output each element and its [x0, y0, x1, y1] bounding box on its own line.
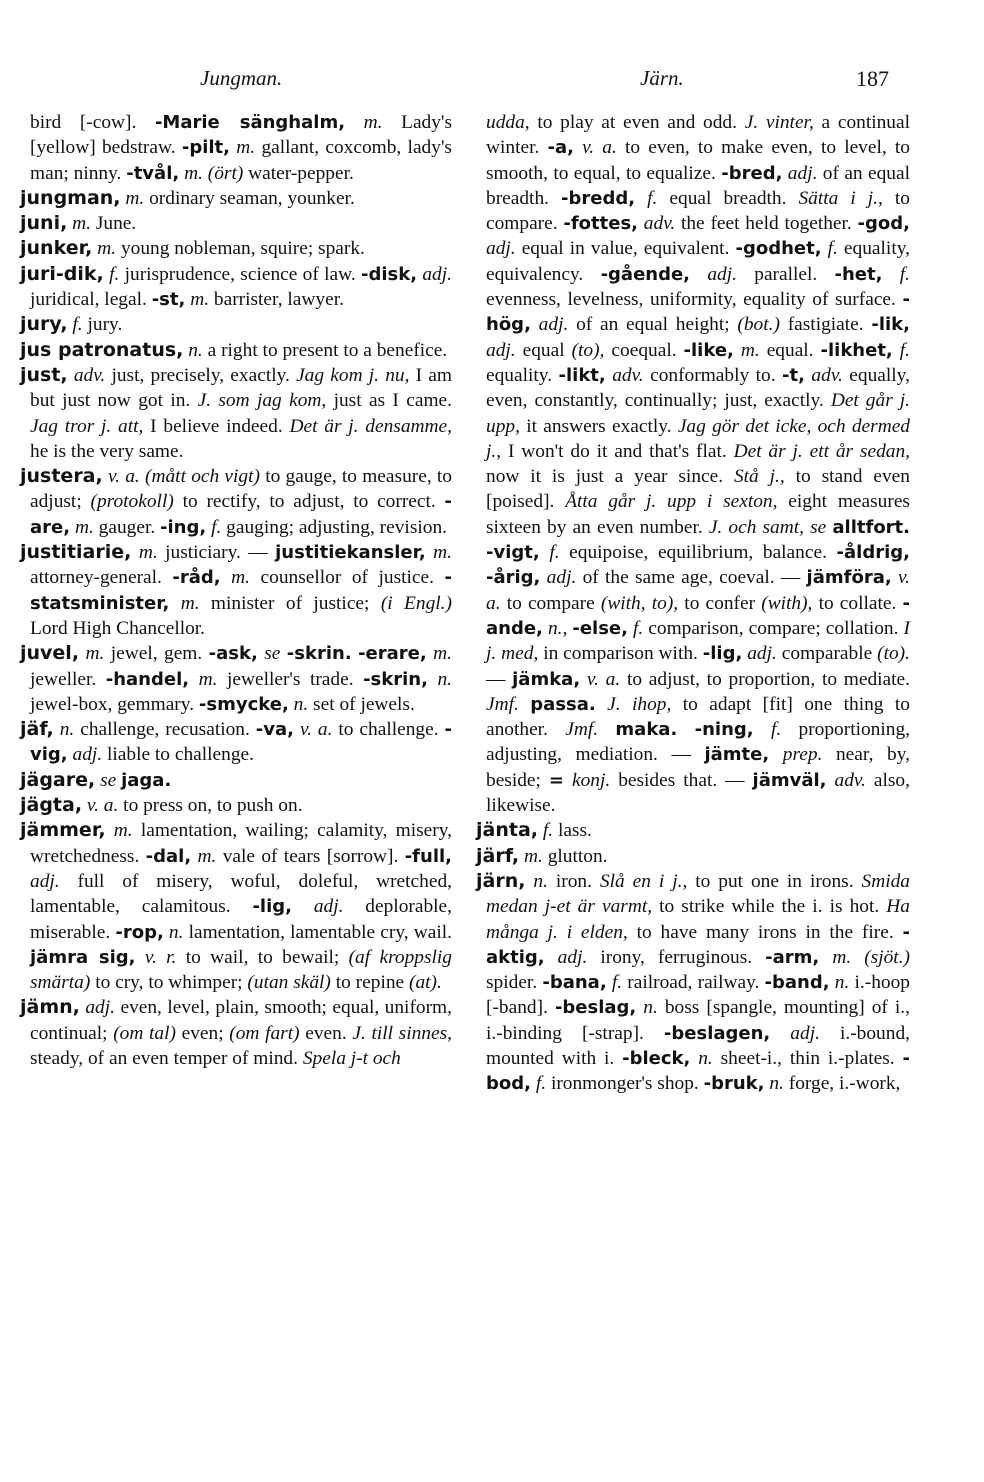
dictionary-entry: just, adv. just, precisely, exactly. Jag kom j. nu, I am but just now got in. J. som jag kom, just as I came. Jag tror j. att, I believe indeed. Det är j. densamme, he is the very same.: [20, 363, 452, 462]
dictionary-entry: jungman, m. ordinary seaman, younker.: [20, 186, 355, 209]
dictionary-entry: bird [-cow]. -Marie sänghalm, m. Lady's [yellow] bedstraw. -pilt, m. gallant, coxcomb, lady's man; ninny. -tvål, m. (ört) water-pepper.: [30, 112, 452, 184]
dictionary-entry: junker, m. young nobleman, squire; spark.: [20, 237, 365, 260]
dictionary-entry: järf, m. glutton.: [476, 844, 608, 867]
left-running-head: Jungman.: [200, 66, 283, 90]
dictionary-entry: jäf, n. challenge, recusation. -va, v. a. to challenge. -vig, adj. liable to challenge.: [20, 718, 452, 766]
dictionary-entry: jus patronatus, n. a right to present to a benefice.: [20, 338, 448, 361]
right-column: [476, 110, 910, 1097]
left-column: [20, 110, 452, 1071]
dictionary-entry: justitiarie, m. justiciary. — justitiekansler, m. attorney-general. -råd, m. counsellor of justice. -statsminister, m. minister of justice; (i Engl.) Lord High Chancellor.: [20, 541, 452, 639]
dictionary-entry: juvel, m. jewel, gem. -ask, se -skrin. -erare, m. jeweller. -handel, m. jeweller's trade. -skrin, n. jewel-box, gemmary. -smycke, n. set of jewels.: [20, 642, 452, 715]
page-header: [20, 66, 920, 96]
dictionary-entry: juri-dik, f. jurisprudence, science of law. -disk, adj. juridical, legal. -st, m. barrister, lawyer.: [20, 262, 452, 311]
dictionary-entry: jämn, adj. even, level, plain, smooth; equal, uniform, continual; (om tal) even; (om fart) even. J. till sinnes, steady, of an even temper of mind. Spela j-t och: [20, 996, 452, 1069]
dictionary-entry: jänta, f. lass.: [476, 819, 592, 842]
dictionary-entry: udda, to play at even and odd. J. vinter, a continual winter. -a, v. a. to even, to make even, to level, to smooth, to equal, to equalize. -bred, adj. of an equal breadth. -bredd, f. equal breadth. Sätta i j., to compare. -fottes, adv. the feet held together. -god, adj. equal in value, equivalent. -godhet, f. equality, equivalency. -gående, adj. parallel. -het, f. evenness, levelness, uniformity, equality of surface. -hög, adj. of an equal height; (bot.) fastigiate. -lik, adj. equal (to), coequal. -like, m. equal. -likhet, f. equality. -likt, adv. conformably to. -t, adv. equally, even, constantly, continually; just, exactly. Det går j. upp, it answers exactly. Jag gör det icke, och dermed j., I won't do it and that's flat. Det är j. ett år sedan, now it is just a year since. Stå j., to stand even [poised]. Åtta går j. upp i sexton, eight measures sixteen by an even number. J. och samt, se alltfort. -vigt, f. equipoise, equilibrium, balance. -åldrig, -årig, adj. of the same age, coeval. — jämföra, v. a. to compare (with, to), to confer (with), to collate. -ande, n., -else, f. comparison, compare; collation. I j. med, in comparison with. -lig, adj. comparable (to). — jämka, v. a. to adjust, to proportion, to mediate. Jmf. passa. J. ihop, to adapt [fit] one thing to another. Jmf. maka. -ning, f. proportioning, adjusting, mediation. — jämte, prep. near, by, beside; = konj. besides that. — jämväl, adv. also, likewise.: [486, 112, 911, 817]
dictionary-entry: jämmer, m. lamentation, wailing; calamity, misery, wretchedness. -dal, m. vale of tears [sorrow]. -full, adj. full of misery, woful, doleful, wretched, lamentable, calamitous. -lig, adj. deplorable, miserable. -rop, n. lamentation, lamentable cry, wail. jämra sig, v. r. to wail, to bewail; (af kroppslig smärta) to cry, to whimper; (utan skäl) to repine (at).: [20, 819, 453, 994]
right-running-head: Järn.: [640, 66, 684, 90]
dictionary-entry: järn, n. iron. Slå en i j., to put one in irons. Smida medan j-et är varmt, to strike while the i. is hot. Ha många j. i elden, to have many irons in the fire. -aktig, adj. irony, ferruginous. -arm, m. (sjöt.) spider. -bana, f. railroad, railway. -band, n. i.-hoop [-band]. -beslag, n. boss [spangle, mounting] of i., i.-binding [-strap]. -beslagen, adj. i.-bound, mounted with i. -bleck, n. sheet-i., thin i.-plates. -bod, f. ironmonger's shop. -bruk, n. forge, i.-work,: [476, 869, 911, 1095]
page-number: 187: [856, 66, 889, 91]
dictionary-entry: jägare, se jaga.: [20, 768, 172, 791]
dictionary-entry: justera, v. a. (mått och vigt) to gauge, to measure, to adjust; (protokoll) to rectify, to adjust, to correct. -are, m. gauger. -ing, f. gauging; adjusting, revision.: [20, 465, 452, 538]
dictionary-entry: jägta, v. a. to press on, to push on.: [20, 794, 303, 817]
dictionary-entry: juni, m. June.: [20, 212, 137, 235]
dictionary-entry: jury, f. jury.: [20, 313, 123, 336]
